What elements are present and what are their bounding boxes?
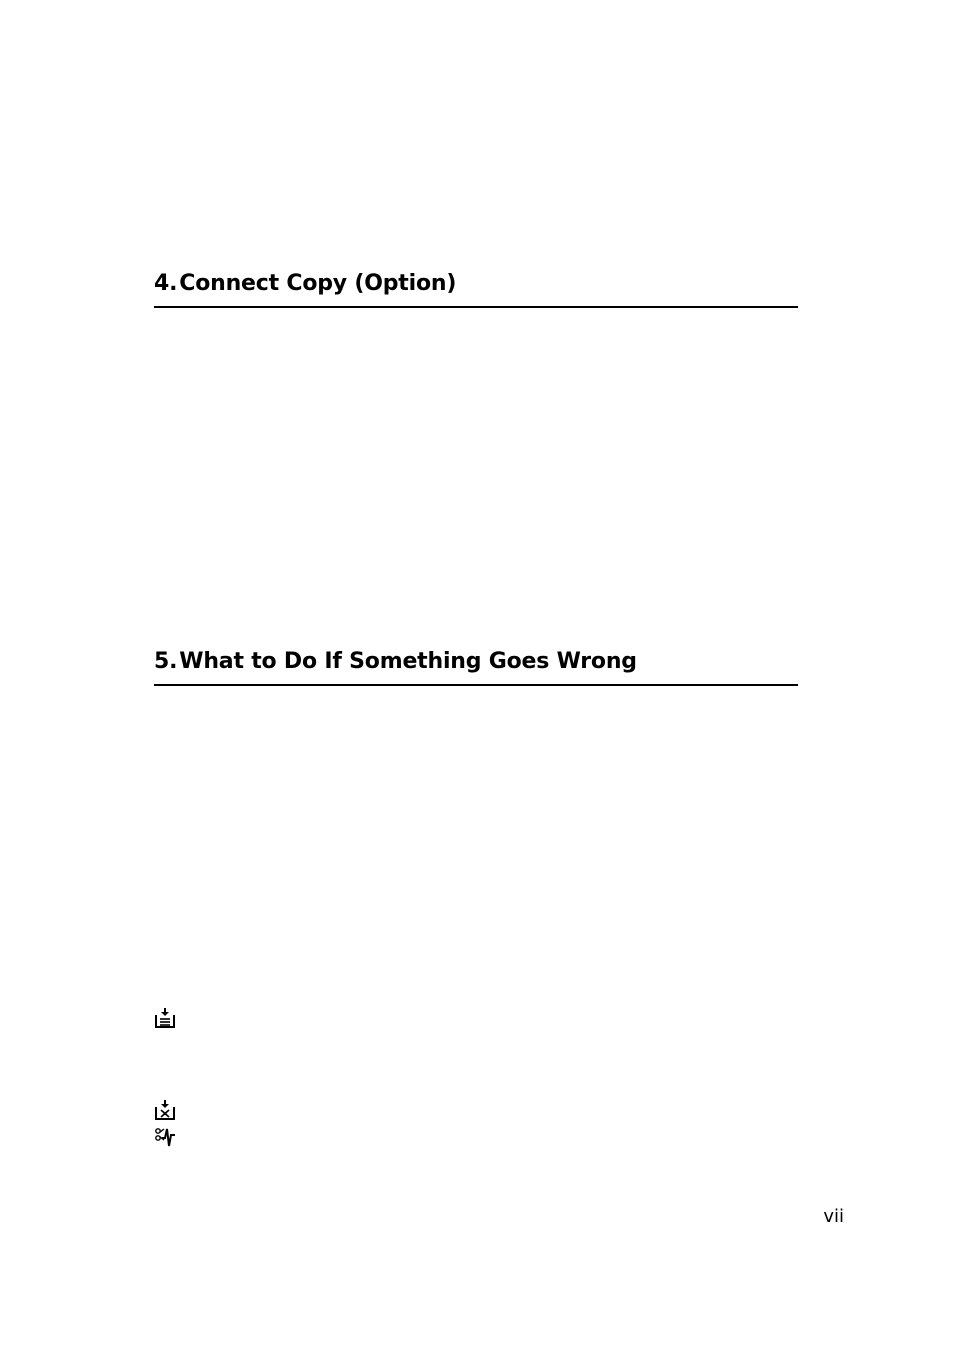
misfeed-icon xyxy=(154,1126,176,1148)
section-heading-troubleshooting xyxy=(154,649,798,686)
section-title xyxy=(154,649,798,675)
section-title xyxy=(154,271,798,297)
section-title-text: Connect Copy (Option) xyxy=(179,271,457,296)
section-number: 5. xyxy=(154,649,178,674)
add-staples-icon xyxy=(154,1099,176,1121)
page-number: vii xyxy=(823,1206,844,1227)
section-title-text: What to Do If Something Goes Wrong xyxy=(179,649,637,674)
add-paper-icon xyxy=(154,1007,176,1029)
section-number: 4. xyxy=(154,271,178,296)
section-heading-connect-copy xyxy=(154,271,798,308)
